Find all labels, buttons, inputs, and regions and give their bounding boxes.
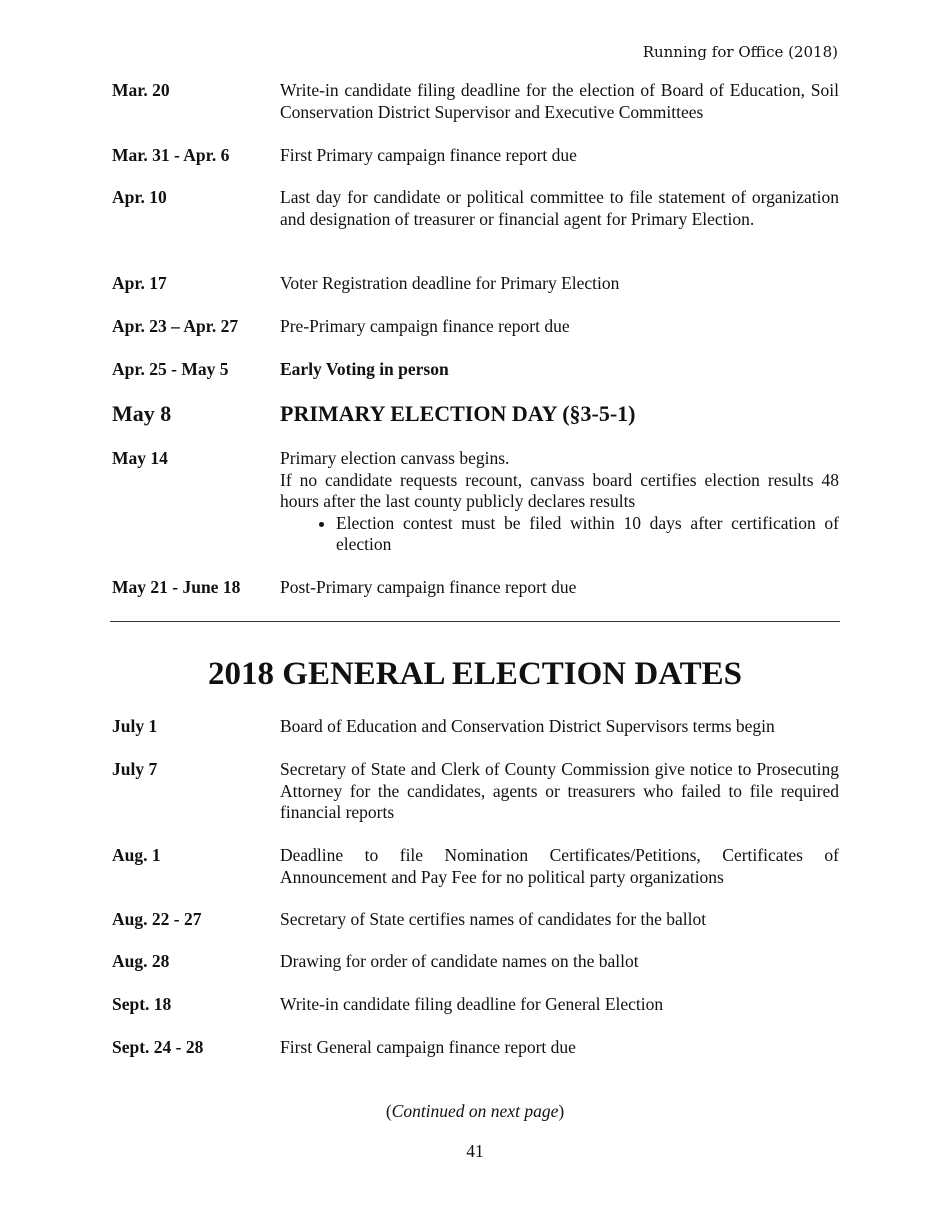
row-description: Pre-Primary campaign finance report due	[280, 316, 570, 336]
row-date: Sept. 18	[112, 994, 172, 1014]
row-description: Write-in candidate filing deadline for the election of Board of Education, Soil Conservation District Supervisor and Executive Committees	[280, 80, 839, 122]
schedule-row	[112, 909, 839, 931]
row-date: Apr. 17	[112, 273, 167, 293]
row-description: First General campaign finance report due	[280, 1037, 576, 1057]
schedule-row	[112, 994, 839, 1016]
row-date: Aug. 28	[112, 951, 170, 971]
row-date: May 8	[112, 401, 172, 426]
row-date: Aug. 22 - 27	[112, 909, 202, 929]
row-date: May 14	[112, 448, 168, 468]
row-description: PRIMARY ELECTION DAY (§3-5-1)	[280, 401, 636, 426]
primary-election-day-row	[112, 401, 839, 427]
schedule-row	[112, 577, 839, 599]
schedule-row	[112, 359, 839, 381]
schedule-row	[112, 759, 839, 824]
continued-text: Continued on next page	[391, 1101, 559, 1121]
running-header: Running for Office (2018)	[642, 43, 838, 61]
section-divider	[110, 621, 840, 622]
row-description: Secretary of State and Clerk of County Commission give notice to Prosecuting Attorney for the candidates, agents or treasurers who failed to file required financial reports	[280, 759, 839, 822]
row-description: Deadline to file Nomination Certificates/Petitions, Certificates of Announcement and Pay Fee for no political party organizations	[280, 845, 839, 887]
schedule-row	[112, 951, 839, 973]
row-date: July 1	[112, 716, 158, 736]
row-date: Mar. 20	[112, 80, 170, 100]
bullet-list	[280, 513, 839, 556]
schedule-row	[112, 145, 839, 167]
continued-open-paren: (	[385, 1101, 392, 1121]
row-line: Primary election canvass begins.	[280, 448, 510, 468]
row-description: Drawing for order of candidate names on the ballot	[280, 951, 639, 971]
row-date: Mar. 31 - Apr. 6	[112, 145, 230, 165]
schedule-row	[112, 316, 839, 338]
bullet-item: • Election contest must be filed within 10 days after certification of election	[336, 513, 839, 556]
row-description	[280, 448, 839, 556]
schedule-row	[112, 716, 839, 738]
row-date: Apr. 23 – Apr. 27	[112, 316, 239, 336]
row-description: Early Voting in person	[280, 359, 449, 379]
section-title: 2018 GENERAL ELECTION DATES	[208, 656, 742, 692]
row-description: First Primary campaign finance report due	[280, 145, 577, 165]
row-date: Aug. 1	[112, 845, 161, 865]
row-description: Voter Registration deadline for Primary Election	[280, 273, 620, 293]
schedule-row	[112, 80, 839, 123]
page-number: 41	[466, 1141, 484, 1161]
row-description: Last day for candidate or political committee to file statement of organization and designation of treasurer or financial agent for Primary Election.	[280, 187, 839, 229]
row-date: Apr. 25 - May 5	[112, 359, 229, 379]
schedule-row	[112, 448, 839, 556]
row-date: Sept. 24 - 28	[112, 1037, 204, 1057]
row-description: Post-Primary campaign finance report due	[280, 577, 577, 597]
schedule-row	[112, 187, 839, 230]
row-date: July 7	[112, 759, 158, 779]
row-date: Apr. 10	[112, 187, 167, 207]
row-description: Secretary of State certifies names of candidates for the ballot	[280, 909, 707, 929]
row-description: Board of Education and Conservation District Supervisors terms begin	[280, 716, 775, 736]
schedule-row	[112, 1037, 839, 1059]
continued-close-paren: )	[558, 1101, 565, 1121]
row-description: Write-in candidate filing deadline for General Election	[280, 994, 664, 1014]
row-date: May 21 - June 18	[112, 577, 241, 597]
schedule-row	[112, 273, 839, 295]
continued-note	[0, 1101, 950, 1122]
row-line: If no candidate requests recount, canvass board certifies election results 48 hours after the last county publicly declares results	[280, 469, 839, 511]
schedule-row	[112, 845, 839, 888]
